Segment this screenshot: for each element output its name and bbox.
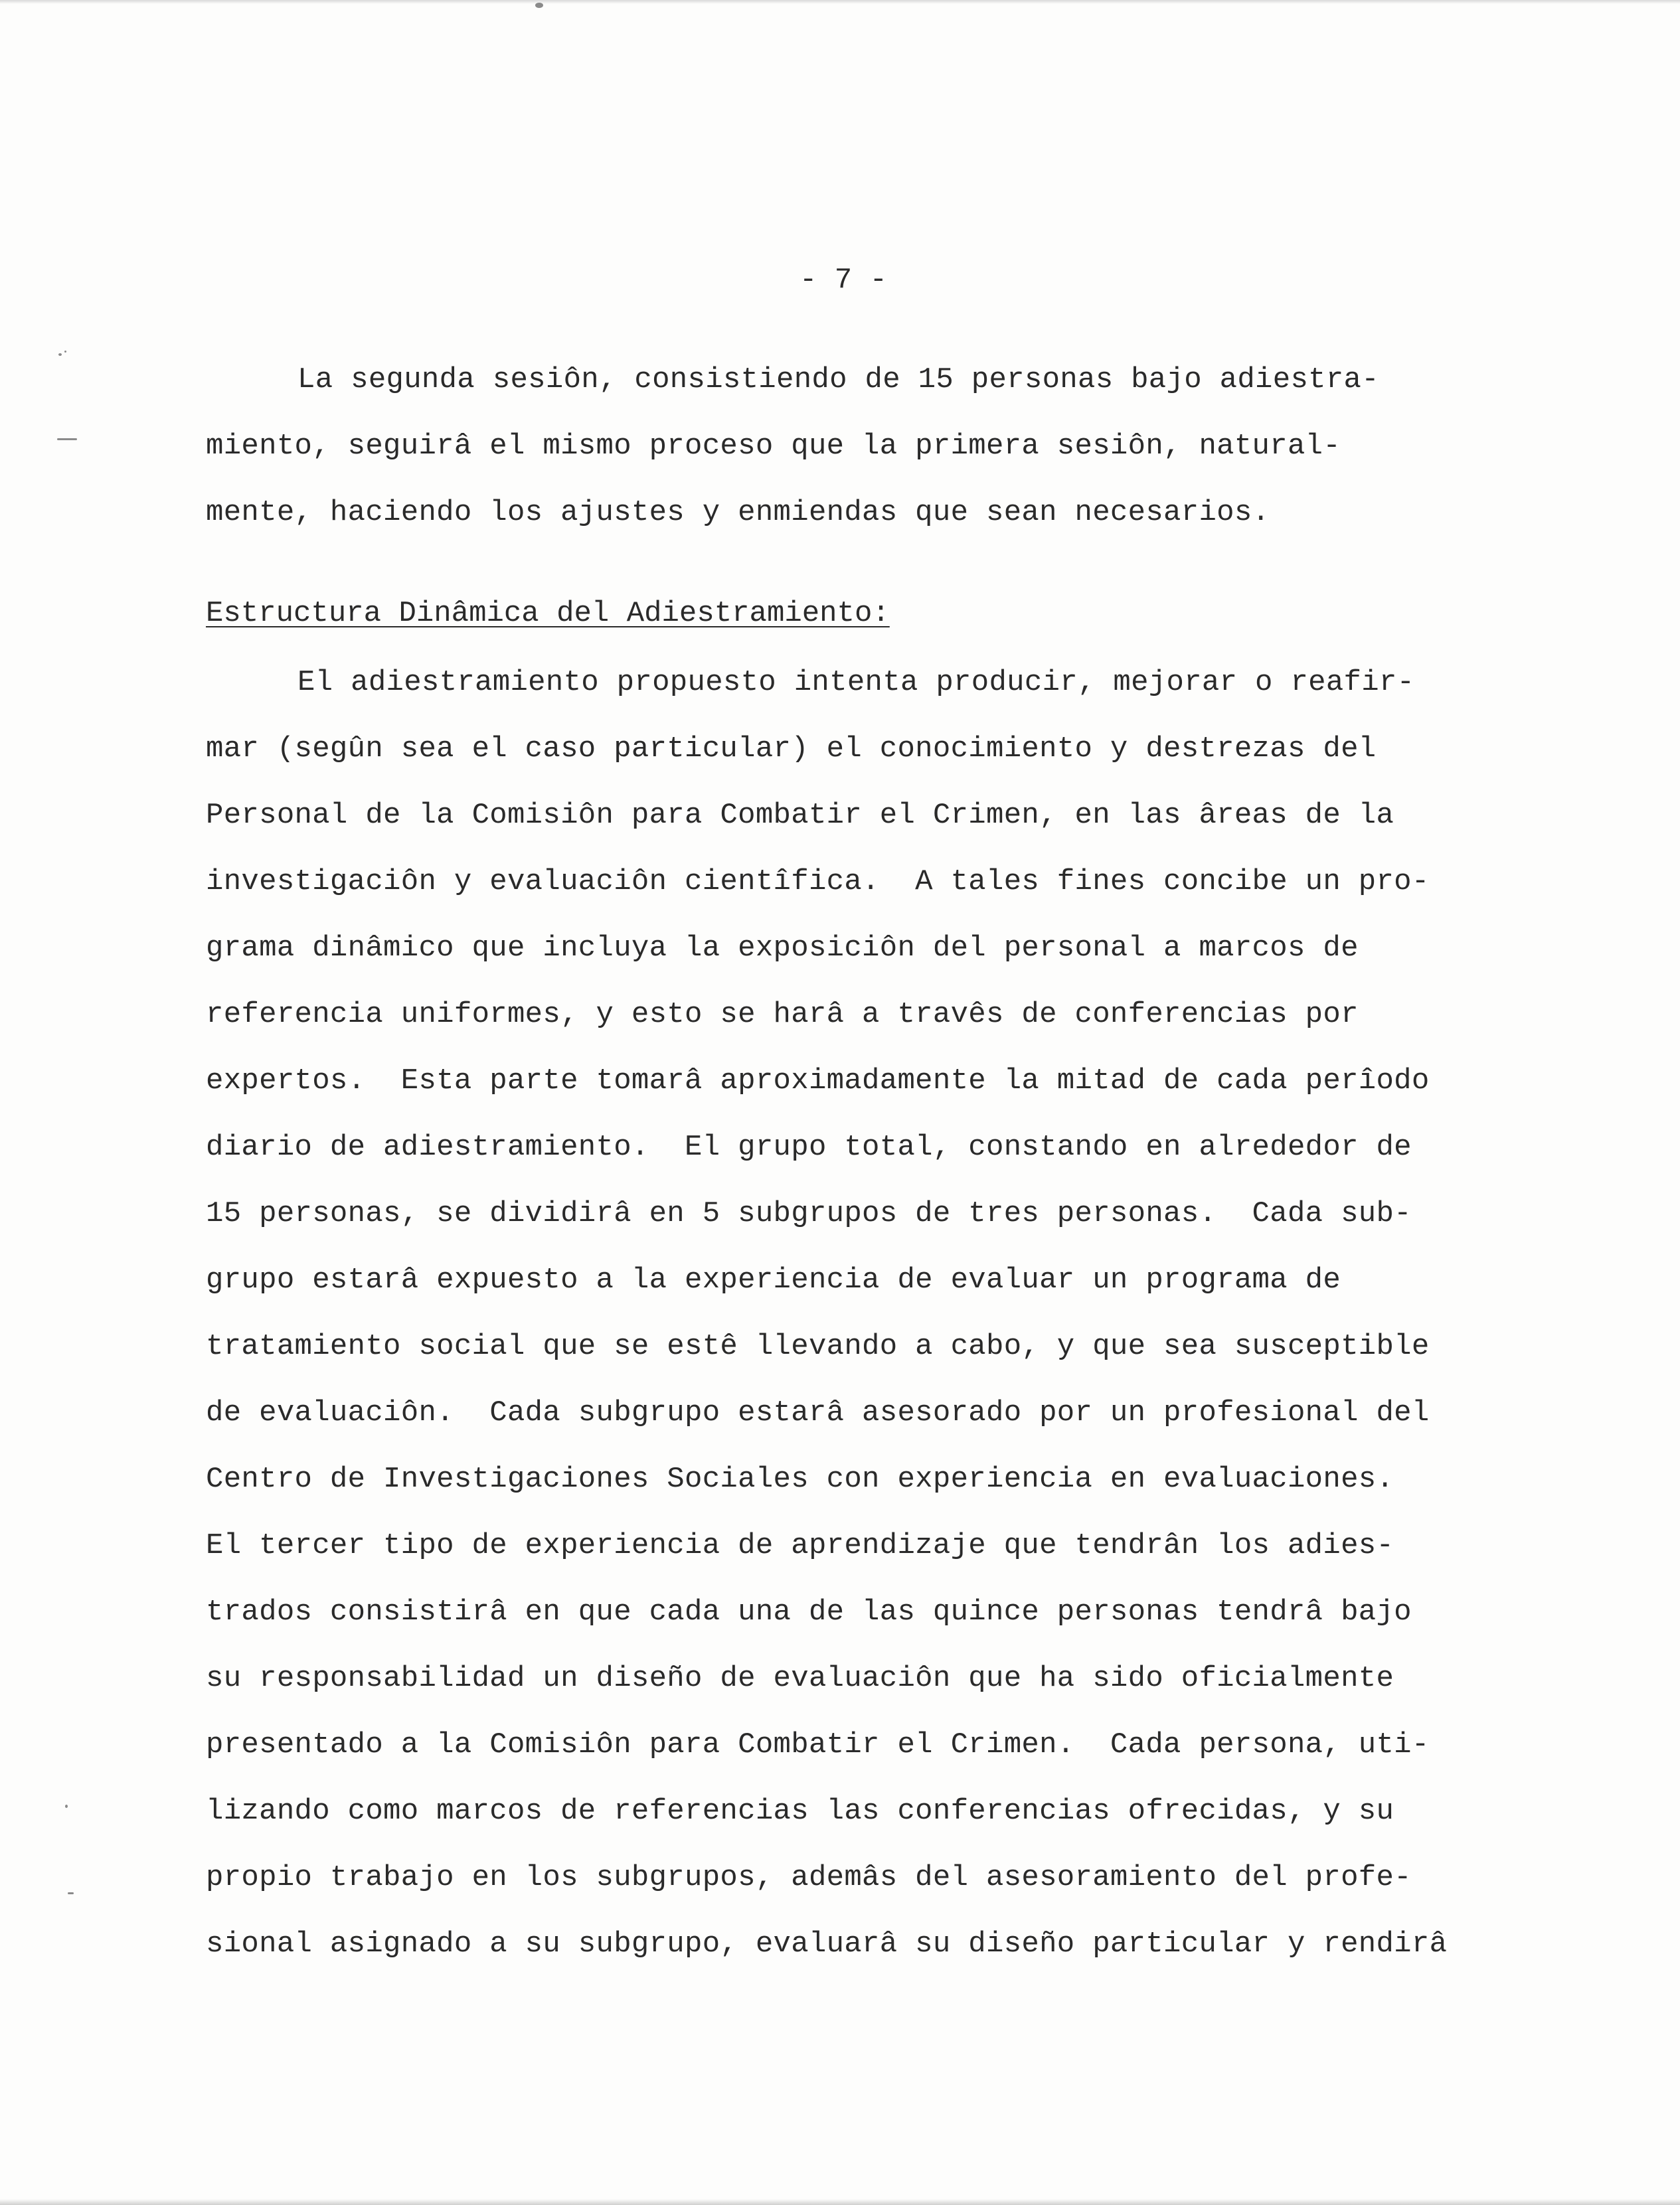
paragraph2-line: mar (segûn sea el caso particular) el conocimiento y destrezas del — [206, 732, 1377, 766]
paragraph2-line: lizando como marcos de referencias las conferencias ofrecidas, y su — [206, 1795, 1394, 1828]
scan-speck — [68, 1892, 74, 1894]
scan-speck — [57, 438, 77, 440]
paragraph2-line: trados consistirâ en que cada una de las quince personas tendrâ bajo — [206, 1595, 1412, 1629]
paragraph2-line: de evaluaciôn. Cada subgrupo estarâ asesorado por un profesional del — [206, 1396, 1430, 1429]
paragraph2-line: El tercer tipo de experiencia de aprendizaje que tendrân los adies- — [206, 1529, 1394, 1562]
paragraph2-line: presentado a la Comisiôn para Combatir el Crimen. Cada persona, uti- — [206, 1728, 1430, 1761]
scan-speck — [64, 351, 66, 353]
paragraph2-line: su responsabilidad un diseño de evaluaciôn que ha sido oficialmente — [206, 1662, 1394, 1695]
paragraph2-line: propio trabajo en los subgrupos, ademâs del asesoramiento del profe- — [206, 1861, 1412, 1894]
paragraph2-line: investigaciôn y evaluaciôn cientîfica. A tales fines concibe un pro- — [206, 865, 1430, 898]
scan-speck — [535, 3, 543, 8]
scan-bottom-edge — [0, 2199, 1680, 2205]
paragraph2-line: expertos. Esta parte tomarâ aproximadamente la mitad de cada perîodo — [206, 1064, 1430, 1098]
scan-top-edge — [0, 0, 1680, 4]
paragraph2-line: 15 personas, se dividirâ en 5 subgrupos de tres personas. Cada sub- — [206, 1197, 1412, 1230]
paragraph2-line: grupo estarâ expuesto a la experiencia de evaluar un programa de — [206, 1264, 1341, 1297]
paragraph2-line: Centro de Investigaciones Sociales con experiencia en evaluaciones. — [206, 1463, 1394, 1496]
paragraph1-line: La segunda sesiôn, consistiendo de 15 personas bajo adiestra- — [297, 363, 1379, 396]
paragraph1-line: miento, seguirâ el mismo proceso que la primera sesiôn, natural- — [206, 430, 1341, 463]
paragraph2-line: tratamiento social que se estê llevando a cabo, y que sea susceptible — [206, 1330, 1430, 1363]
paragraph2-line: El adiestramiento propuesto intenta producir, mejorar o reafir- — [297, 666, 1415, 699]
paragraph2-line: referencia uniformes, y esto se harâ a travês de conferencias por — [206, 998, 1359, 1031]
scan-speck — [65, 1805, 68, 1808]
paragraph2-line: grama dinâmico que incluya la exposiciôn del personal a marcos de — [206, 932, 1359, 965]
paragraph1-line: mente, haciendo los ajustes y enmiendas que sean necesarios. — [206, 496, 1270, 529]
scan-speck — [58, 353, 62, 356]
section-heading: Estructura Dinâmica del Adiestramiento: — [206, 597, 890, 630]
paragraph2-line: sional asignado a su subgrupo, evaluarâ su diseño particular y rendirâ — [206, 1927, 1448, 1961]
paragraph2-line: diario de adiestramiento. El grupo total, constando en alrededor de — [206, 1131, 1412, 1164]
paragraph2-line: Personal de la Comisiôn para Combatir el Crimen, en las âreas de la — [206, 799, 1394, 832]
page-number: - 7 - — [799, 264, 888, 297]
